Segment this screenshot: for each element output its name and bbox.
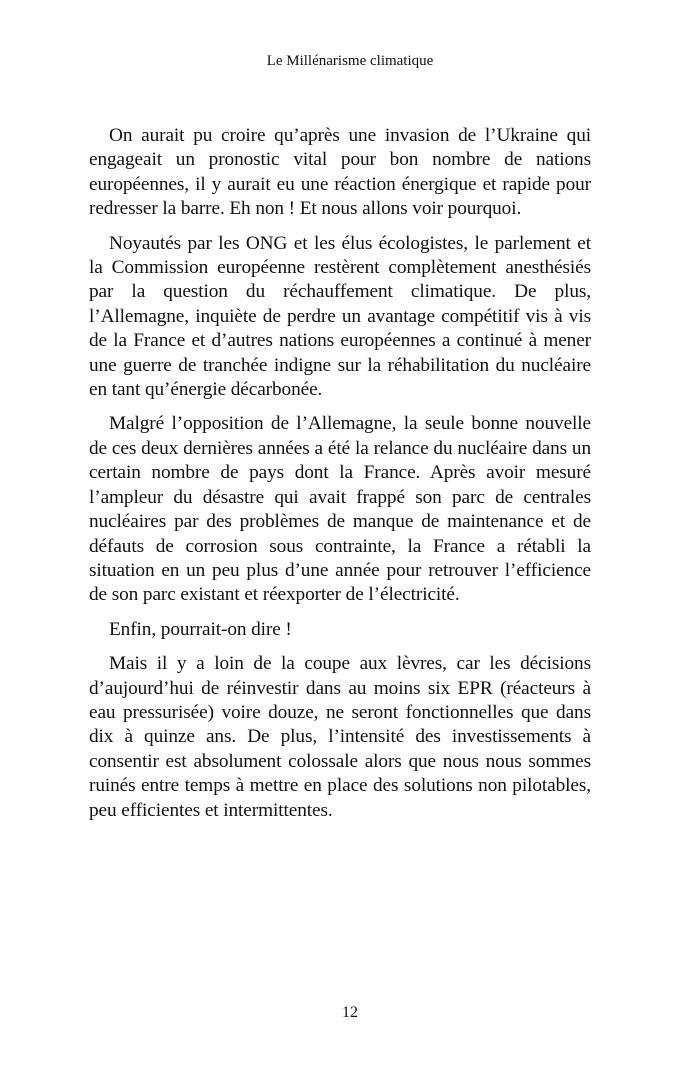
paragraph-1: On aurait pu croire qu’après une invasion de l’Ukraine qui engageait un pronostic vital pour bon nombre de nations européennes, il y aurait eu une réaction énergique et rapide pour redresser la barre. Eh non ! Et nous allons voir pourquoi. [89,125,591,220]
paragraph-2: Noyautés par les ONG et les élus écologistes, le parlement et la Commission européenne restèrent complètement anesthésiés par la question du réchauffement climatique. De plus, l’Allemagne, inquiète de perdre un avantage compétitif vis à vis de la France et d’autres nations européennes a continué à mener une guerre de tranchée indigne sur la réhabilitation du nucléaire en tant qu’énergie décarbonée. [89,232,591,401]
body-text [89,124,591,833]
paragraph-4: Enfin, pourrait-on dire ! [109,618,292,640]
paragraph-5: Mais il y a loin de la coupe aux lèvres, car les décisions d’aujourd’hui de réinvestir dans au moins six EPR (réacteurs à eau pressurisée) voire douze, ne seront fonctionnelles que dans dix à quinze ans. De plus, l’intensité des investissements à consentir est absolument colossale alors que nous nous sommes ruinés entre temps à mettre en place des solutions non pilotables, peu efficientes et intermittentes. [89,653,591,821]
page-number: 12 [342,1004,358,1021]
running-header: Le Millénarisme climatique [266,53,434,69]
paragraph-3: Malgré l’opposition de l’Allemagne, la seule bonne nouvelle de ces deux dernières années a été la relance du nucléaire dans un certain nombre de pays dont la France. Après avoir mesuré l’ampleur du désastre qui avait frappé son parc de centrales nucléaires par des problèmes de manque de maintenance et de défauts de corrosion sous contrainte, la France a rétabli la situation en un peu plus d’une année pour retrouver l’efficience de son parc existant et réexporter de l’électricité. [89,413,591,606]
